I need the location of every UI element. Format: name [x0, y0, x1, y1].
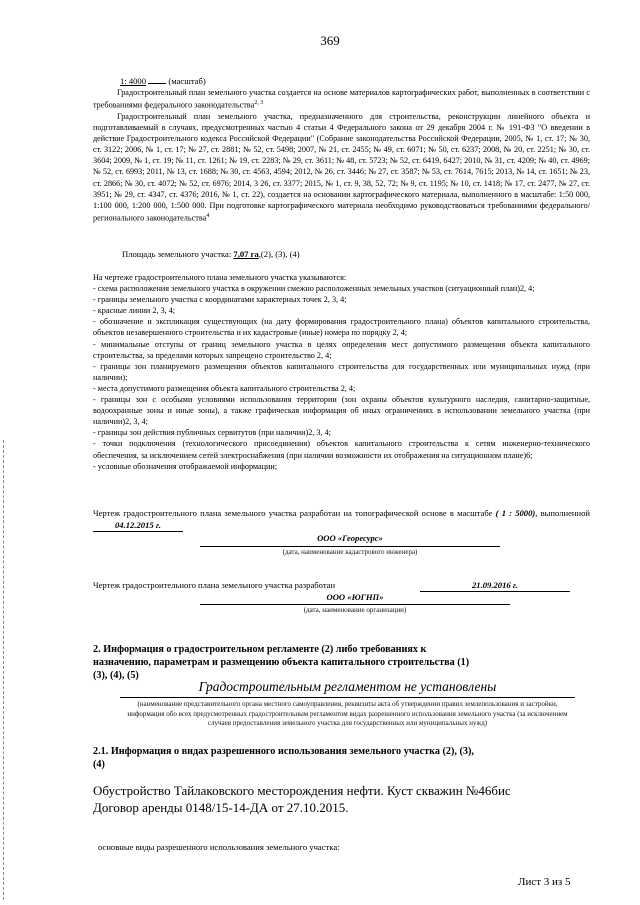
dev-org-line [200, 604, 510, 605]
topo-org: ООО «Георесурс» [317, 533, 383, 543]
section-2-caption: (наименование представительного органа местного самоуправления, реквизиты акта об утверждении правил землепользования и застройки, информация обо всех предусмотренных градостроительным регламентом видах разрешенного использования земельного участка (за исключением случаев предоставления земельного участка для государственных или муниципальных нужд) [127, 700, 568, 727]
scale-label: (масштаб) [168, 76, 206, 86]
dev-text: Чертеж градостроительного плана земельного участка разработан [93, 580, 336, 590]
section-2-heading: 2. Информация о градостроительном регламенте (2) либо требованиях к назначению, параметрам и размещению объекта капитального строительства (1) (3), (4), (5) [93, 644, 470, 682]
topo-org-line [200, 546, 500, 547]
dev-date: 21.09.2016 г. [420, 580, 570, 592]
list-item: - границы зон с особыми условиями использования территории (зон охраны объектов культурного наследия, санитарно-защитные, водоохранные зоны и иные зоны), а также графическая информация об иных ограничениях в использовании земельного участка (при наличии)2, 3, 4; [93, 395, 590, 427]
section-2-1-value: Обустройство Тайлаковского месторождения нефти. Куст скважин №46бис Договор аренды 0148/15-14-ДА от 27.10.2015. [93, 783, 511, 815]
list-item: - места допустимого размещения объекта капитального строительства 2, 4; [93, 383, 356, 393]
drawing-list [93, 272, 590, 472]
list-item: - условные обозначения отображаемой информации; [93, 461, 278, 471]
scale-row [120, 76, 206, 87]
area-value: 7,07 га [233, 249, 259, 259]
scale-value: 1: 4000 [120, 76, 147, 86]
intro-paragraph-1: Градостроительный план земельного участка создается на основе материалов картографических работ, выполненных в соответствии с требованиями федерального законодательства$^{2, 3}$ [93, 88, 590, 110]
list-item: - точки подключения (технологического присоединения) объектов капитального строительства к сетям инженерно-технического обеспечения, за исключением сетей электроснабжения (при наличии возможности их отображения на ситуационном плане)6; [93, 439, 590, 460]
page-number: 369 [320, 33, 340, 48]
area-row [122, 249, 300, 260]
topo-caption: (дата, наименование кадастрового инженера) [282, 548, 418, 556]
drawing-heading: На чертеже градостроительного плана земельного участка указываются: [93, 273, 347, 282]
margin-dashed-line [3, 440, 5, 900]
list-item: - красные линии 2, 3, 4; [93, 306, 176, 316]
area-refs: ,(2), (3), (4) [258, 249, 300, 259]
topo-text: Чертеж градостроительного плана земельного участка разработан на топографической основе в масштабе ( 1 : 5000), выполненной 04.12.2015 г. [93, 508, 591, 530]
area-label: Площадь земельного участка: [122, 249, 232, 259]
list-item: - границы зон действия публичных сервитутов (при наличии)2, 3, 4; [93, 428, 331, 438]
section-2-1-heading: 2.1. Информация о видах разрешенного использования земельного участка (2), (3), (4) [93, 746, 474, 771]
section-2-value: Градостроительным регламентом не установлены [198, 679, 497, 694]
intro-paragraph-2: Градостроительный план земельного участка, предназначенного для строительства, реконструкции линейного объекта и подготавливаемый в случаях, предусмотренных частью 4 статьи 4 Федерального закона от 29 декабря 2004 г. № 191-ФЗ "О введении в действие Градостроительного кодекса Российской Федерации" (Собрание законодательства Российской Федерации, 2005, № 1, ст. 17; № 30, ст. 3122; 2006, № 1, ст. 17; № 27, ст. 2881; № 52, ст. 5498; 2007, № 21, ст. 2455; № 49, ст. 6071; № 50, ст. 6237; 2008, № 20, ст. 2251; № 30, ст. 3604; 2009, № 1, ст. 19; № 11, ст. 1261; № 19, ст. 2283; № 29, ст. 3611; № 48, ст. 5723; № 52, ст. 6419, 6427; 2010, № 31, ст. 4209; № 40, ст. 4969; № 52, ст. 6993; 2011, № 13, ст. 1688; № 30, ст. 4563, 4594; 2012, № 26, ст. 3446; № 27, ст. 3587; № 53, ст. 7614, 7615; 2013, № 14, ст. 1651; № 23, ст. 2866; № 30, ст. 4072; № 52, ст. 6976; 2014, 3 26, ст. 3377; 2015, № 1, ст. 9, 38, 52, 72; № 9, ст. 1195; № 10, ст. 1418; № 17, ст. 2477, № 27, ст. 3951; № 29, ст. 4347, ст. 4376; 2016, № 1, ст. 22), создается на основании картографического материала, выполненного в масштабе: 1:50 000, 1:100 000, 1:200 000, 1:500 000. При подготовке картографического материала необходимо руководствоваться требованиями федерального/регионального законодательства$^4$ [93, 112, 590, 223]
topo-date: 04.12.2015 г. [114, 520, 162, 530]
dev-caption: (дата, наименование организации) [303, 606, 407, 614]
list-item: - границы земельного участка с координатами характерных точек 2, 3, 4; [93, 295, 347, 305]
list-item: - границы зон планируемого размещения объектов капитального строительства для государственных или муниципальных нужд (при наличии); [93, 361, 590, 382]
dev-org: ООО «ЮГНП» [326, 592, 384, 602]
list-item: - схема расположения земельного участка в окружении смежно расположенных земельных участков (ситуационный план)2, 4; [93, 284, 535, 294]
sheet-number: Лист 3 из 5 [518, 876, 571, 888]
topo-scale: ( 1 : 5000) [495, 508, 536, 518]
section-2-line [120, 697, 575, 698]
section-2-1-basic: основные виды разрешенного использования земельного участка: [98, 842, 340, 852]
list-item: - минимальные отступы от границ земельного участка в целях определения мест допустимого размещения объекта капитального строительства, за пределами которых запрещено строительство 2, 4; [93, 339, 590, 360]
list-item: - обозначение и экспликация существующих (на дату формирования градостроительного плана) объектов капитального строительства, объектов незавершенного строительства и их кадастровые (иные) номера по порядку 2, 4; [93, 317, 590, 338]
